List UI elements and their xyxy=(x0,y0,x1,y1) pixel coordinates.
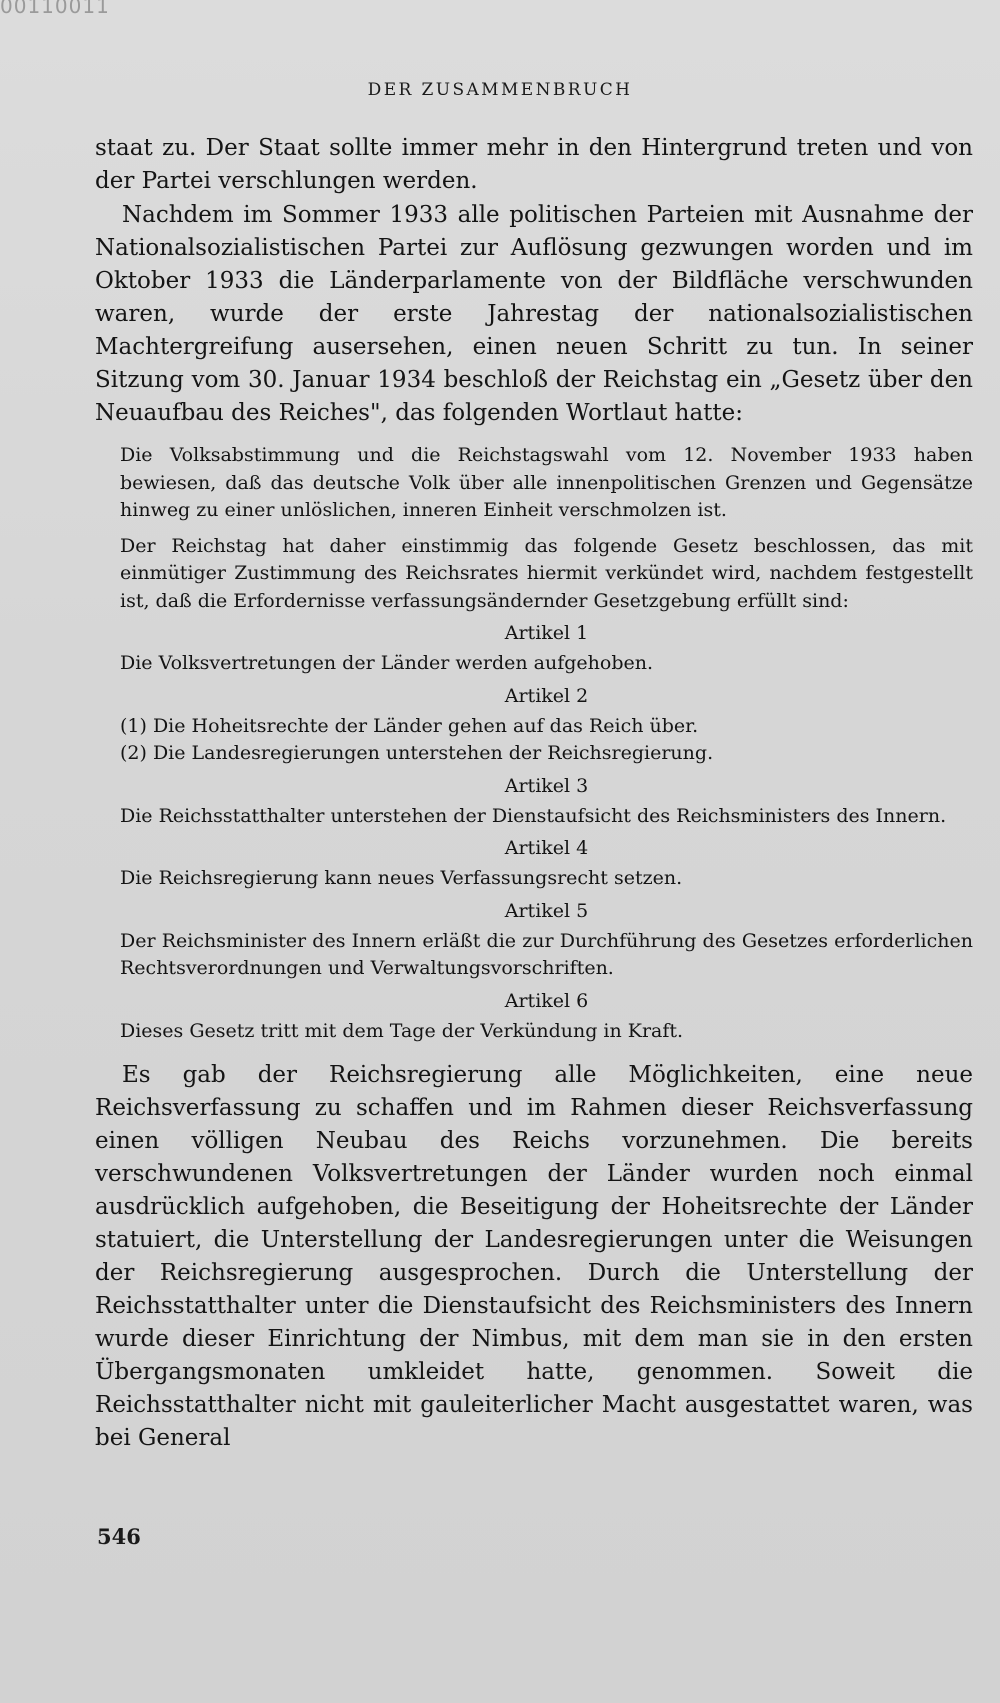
page-number: 546 xyxy=(97,1524,141,1549)
article-heading-4: Artikel 4 xyxy=(504,837,589,859)
article-heading-3: Artikel 3 xyxy=(504,774,589,797)
article-heading-1: Artikel 1 xyxy=(504,622,589,644)
article-text-2-2: (2) Die Landesregierungen unterstehen der Reichsregierung. xyxy=(120,742,714,764)
law-quotation xyxy=(95,442,973,1045)
scan-corner-mark: 00110011 xyxy=(0,0,110,18)
article-heading-6: Artikel 6 xyxy=(504,989,589,1012)
article-text-3: Die Reichsstatthalter unterstehen der Dienstaufsicht des Reichsministers des Innern. xyxy=(120,804,947,827)
article-heading-5: Artikel 5 xyxy=(504,899,589,922)
article-text-6: Dieses Gesetz tritt mit dem Tage der Verkündung in Kraft. xyxy=(120,1019,684,1042)
running-head: DER ZUSAMMENBRUCH xyxy=(367,80,633,100)
law-preamble-2: Der Reichstag hat daher einstimmig das folgende Gesetz beschlossen, das mit einmütiger Zustimmung des Reichsrates hiermit verkündet wird, nachdem festgestellt ist, daß die Erfordernisse verfassungsändernder Gesetzgebung erfüllt sind: xyxy=(120,534,973,612)
law-preamble-1: Die Volksabstimmung und die Reichstagswahl vom 12. November 1933 haben bewiesen, daß das deutsche Volk über alle innenpolitischen Grenzen und Gegensätze hinweg zu einer unlöslichen, inneren Einheit verschmolzen ist. xyxy=(120,444,973,521)
article-heading-2: Artikel 2 xyxy=(504,684,589,707)
page-content xyxy=(95,132,973,1455)
article-text-5: Der Reichsminister des Innern erläßt die zur Durchführung des Gesetzes erforderlichen Rechtsverordnungen und Verwaltungsvorschriften. xyxy=(120,929,973,979)
paragraph-commentary: Es gab der Reichsregierung alle Möglichkeiten, eine neue Reichsverfassung zu schaffen und im Rahmen dieser Reichsverfassung einen völligen Neubau des Reichs vorzunehmen. Die bereits verschwundenen Volksvertretungen der Länder wurden noch einmal ausdrücklich aufgehoben, die Beseitigung der Hoheitsrechte der Länder statuiert, die Unterstellung der Landesregierungen unter die Weisungen der Reichsregierung ausgesprochen. Durch die Unterstellung der Reichsstatthalter unter die Dienstaufsicht des Reichsministers des Innern wurde dieser Einrichtung der Nimbus, mit dem man sie in den ersten Übergangsmonaten umkleidet hatte, genommen. Soweit die Reichsstatthalter nicht mit gauleiterlicher Macht ausgestattet waren, was bei General xyxy=(95,1062,973,1451)
article-text-4: Die Reichsregierung kann neues Verfassungsrecht setzen. xyxy=(120,867,683,889)
article-text-1: Die Volksvertretungen der Länder werden aufgehoben. xyxy=(120,652,654,674)
paragraph-continuation: staat zu. Der Staat sollte immer mehr in den Hintergrund treten und von der Partei verschlungen werden. xyxy=(95,135,973,194)
article-text-2-1: (1) Die Hoheitsrechte der Länder gehen auf das Reich über. xyxy=(120,714,699,737)
paragraph-law-intro: Nachdem im Sommer 1933 alle politischen Parteien mit Ausnahme der Nationalsozialistischen Partei zur Auflösung gezwungen worden und im Oktober 1933 die Länderparlamente von der Bildfläche verschwunden waren, wurde der erste Jahrestag der nationalsozialistischen Machtergreifung ausersehen, einen neuen Schritt zu tun. In seiner Sitzung vom 30. Januar 1934 beschloß der Reichstag ein „Gesetz über den Neuaufbau des Reiches", das folgenden Wortlaut hatte: xyxy=(95,202,973,426)
